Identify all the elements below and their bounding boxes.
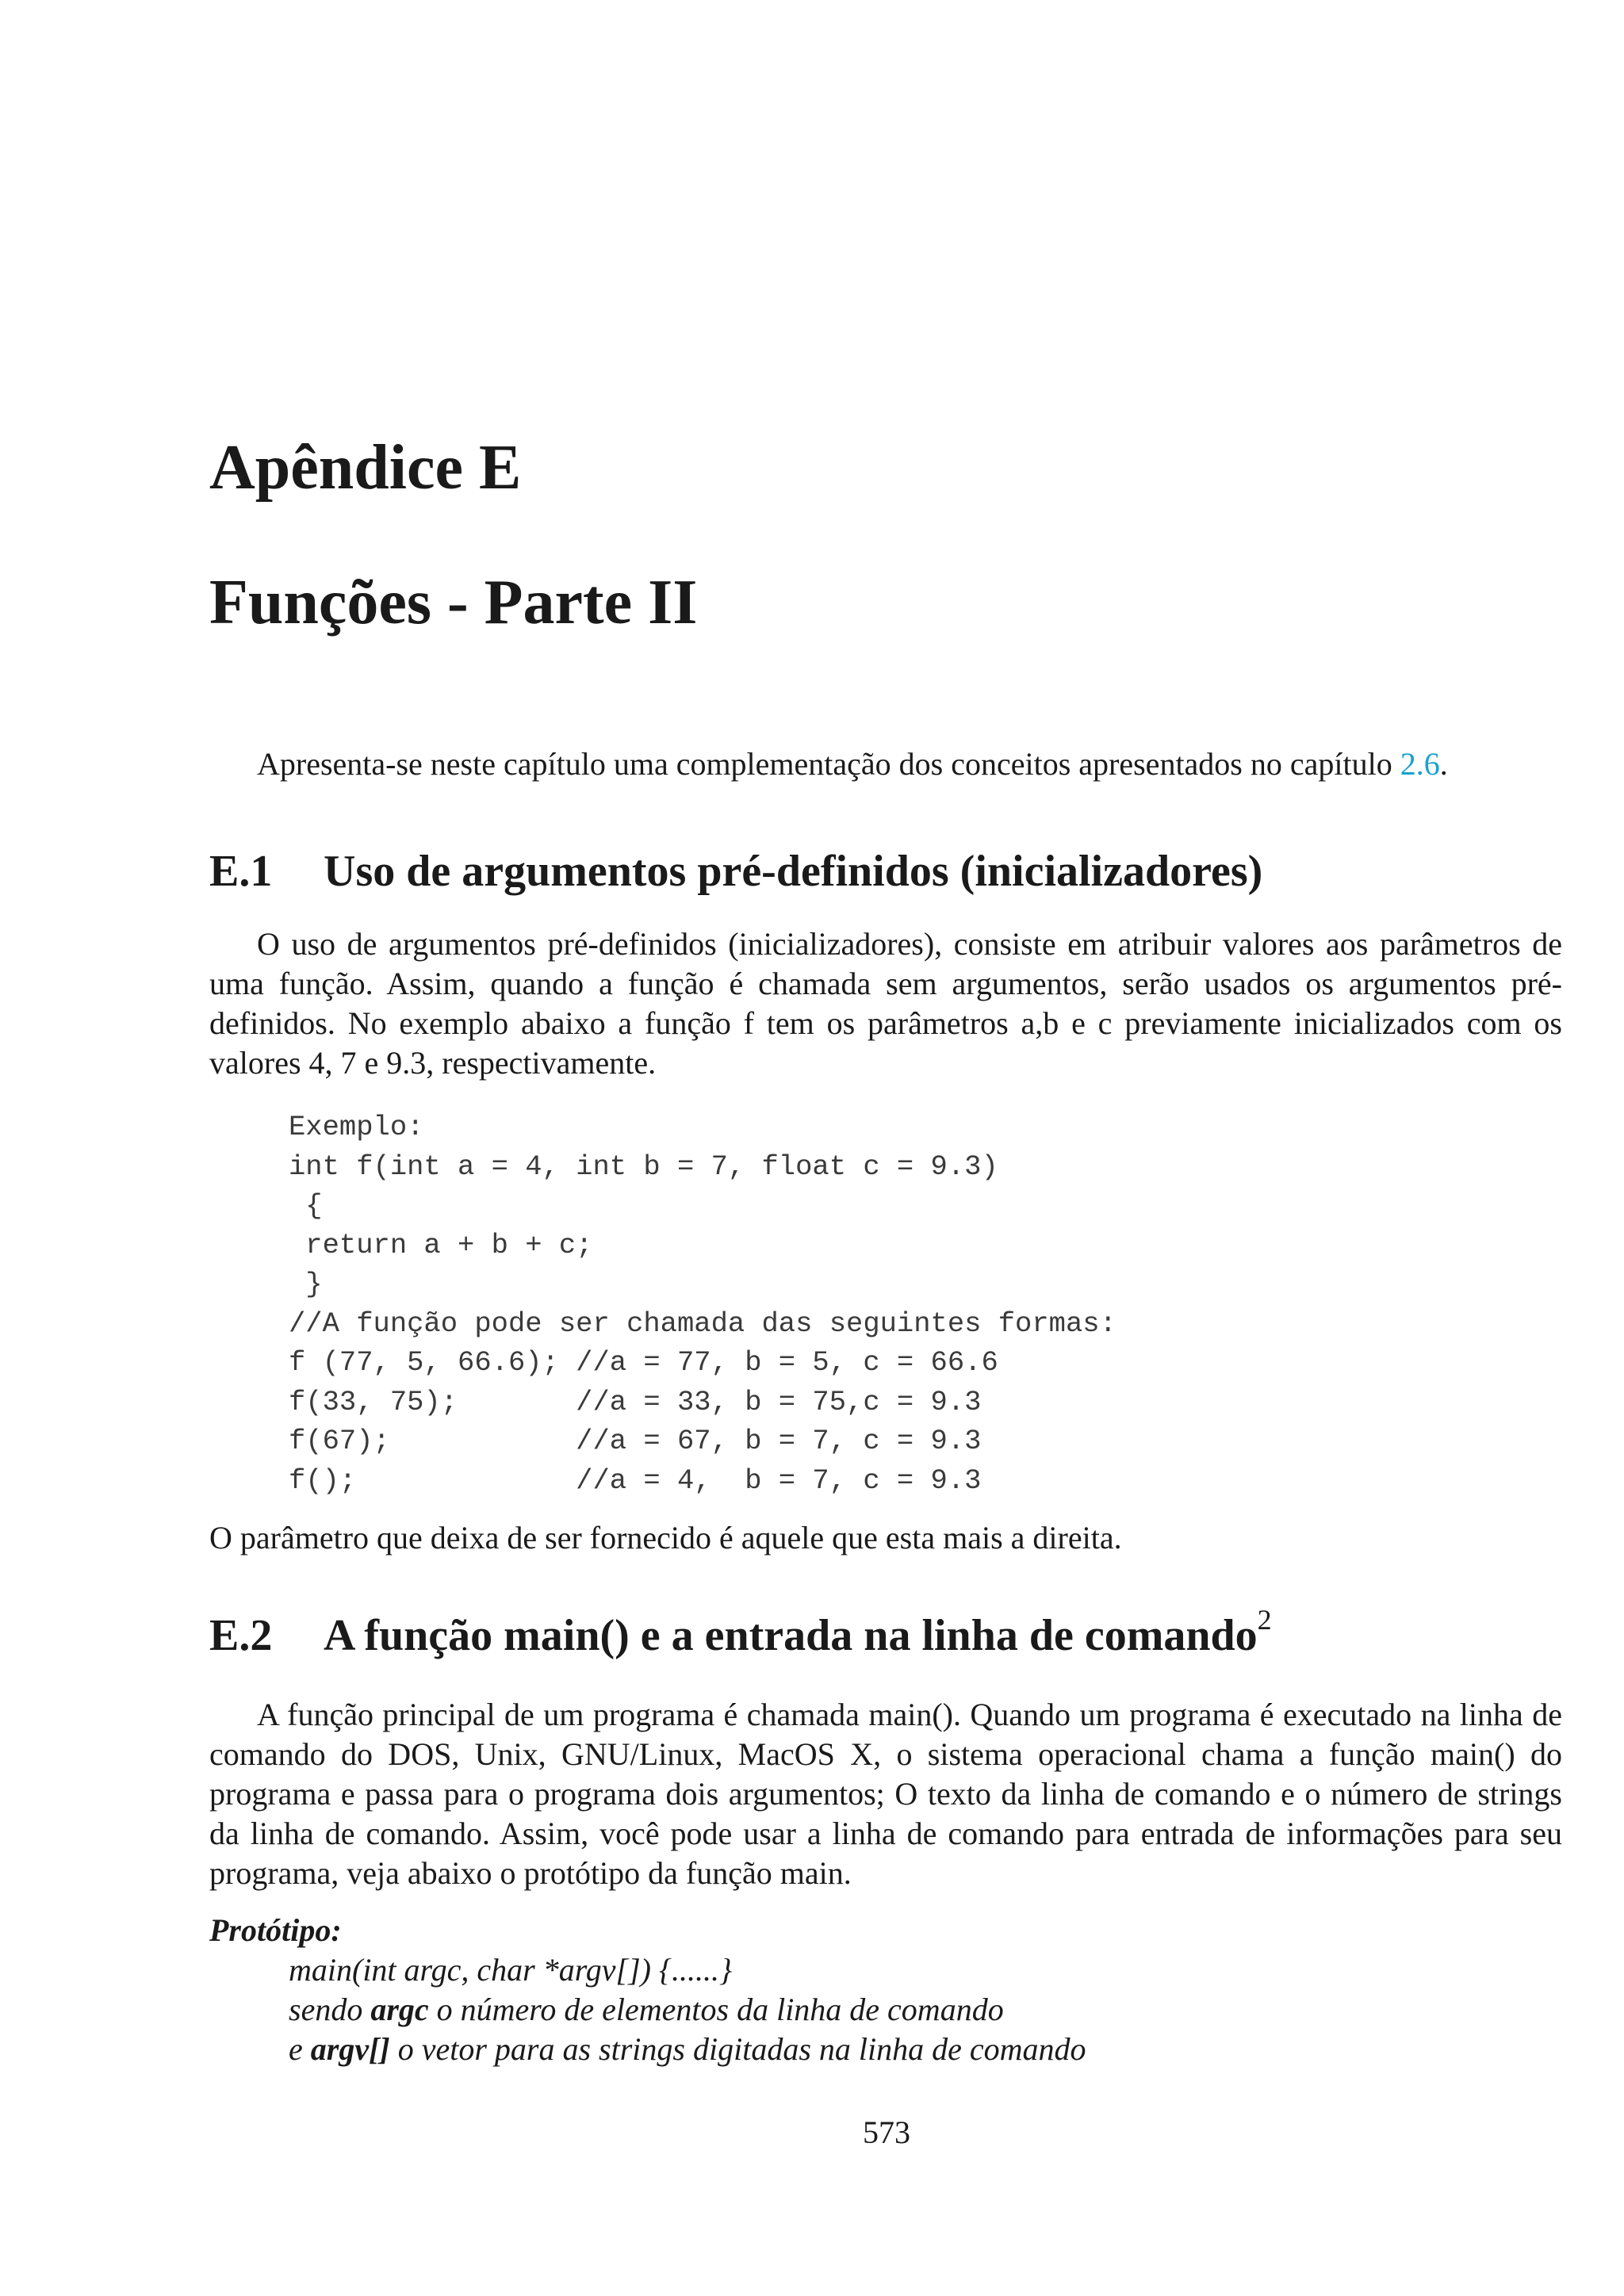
section-number: E.1 [209, 847, 273, 896]
code-line: f (77, 5, 66.6); //a = 77, b = 5, c = 66.6 [289, 1346, 998, 1379]
code-example [289, 1108, 1116, 1500]
appendix-label: Apêndice E [209, 433, 522, 503]
prototype-signature: main(int argc, char *argv[]) {......} [289, 1952, 732, 1988]
section-number: E.2 [209, 1611, 273, 1660]
prototype-label: Protótipo: [209, 1912, 342, 1948]
intro-text: Apresenta-se neste capítulo uma complementação dos conceitos apresentados no capítulo [257, 746, 1400, 782]
section-title: Uso de argumentos pré-definidos (inicializadores) [324, 847, 1263, 896]
section-heading-e1 [209, 844, 1262, 899]
argc-term: argc [370, 1992, 429, 2027]
paragraph-rightmost-note: O parâmetro que deixa de ser fornecido é aquele que esta mais a direita. [209, 1520, 1122, 1556]
code-line: } [289, 1268, 323, 1300]
argv-term: argv[] [310, 2031, 390, 2067]
section-title: A função main() e a entrada na linha de comando [324, 1611, 1258, 1660]
code-line: int f(int a = 4, int b = 7, float c = 9.3) [289, 1150, 998, 1183]
page-number: 573 [863, 2114, 910, 2150]
code-line: f(); //a = 4, b = 7, c = 9.3 [289, 1464, 982, 1497]
code-line: Exemplo: [289, 1111, 424, 1143]
code-line: { [289, 1189, 323, 1222]
code-line: f(33, 75); //a = 33, b = 75,c = 9.3 [289, 1385, 982, 1418]
intro-end: . [1439, 746, 1448, 782]
paragraph-default-arguments: O uso de argumentos pré-definidos (inicializadores), consiste em atribuir valores aos parâmetros de uma função. Assim, quando a função é chamada sem argumentos, serão usados os argumentos pré-definidos. No exemplo abaixo a função f tem os parâmetros a,b e c previamente inicializados com os valores 4, 7 e 9.3, respectivamente. [209, 926, 1562, 1081]
code-line: //A função pode ser chamada das seguintes formas: [289, 1307, 1116, 1340]
chapter-link[interactable]: 2.6 [1400, 746, 1440, 782]
intro-paragraph [257, 744, 1448, 785]
prototype-text: o vetor para as strings digitadas na linha de comando [389, 2031, 1086, 2067]
section-heading-e2 [209, 1604, 1272, 1663]
code-line: return a + b + c; [289, 1228, 593, 1261]
paragraph-main-function: A função principal de um programa é chamada main(). Quando um programa é executado na linha de comando do DOS, Unix, GNU/Linux, MacOS X, o sistema operacional chama a função main() do programa e passa para o programa dois argumentos; O texto da linha de comando e o número de strings da linha de comando. Assim, você pode usar a linha de comando para entrada de informações para seu programa, veja abaixo o protótipo da função main. [209, 1697, 1562, 1891]
prototype-text: sendo [289, 1992, 371, 2027]
prototype-argc-line [289, 1990, 1004, 2030]
prototype-text: e [289, 2031, 311, 2067]
prototype-argv-line [289, 2030, 1086, 2069]
prototype-text: o número de elementos da linha de comando [428, 1992, 1004, 2027]
code-line: f(67); //a = 67, b = 7, c = 9.3 [289, 1425, 982, 1457]
chapter-title: Funções - Parte II [209, 568, 698, 637]
footnote-mark[interactable]: 2 [1257, 1604, 1272, 1636]
